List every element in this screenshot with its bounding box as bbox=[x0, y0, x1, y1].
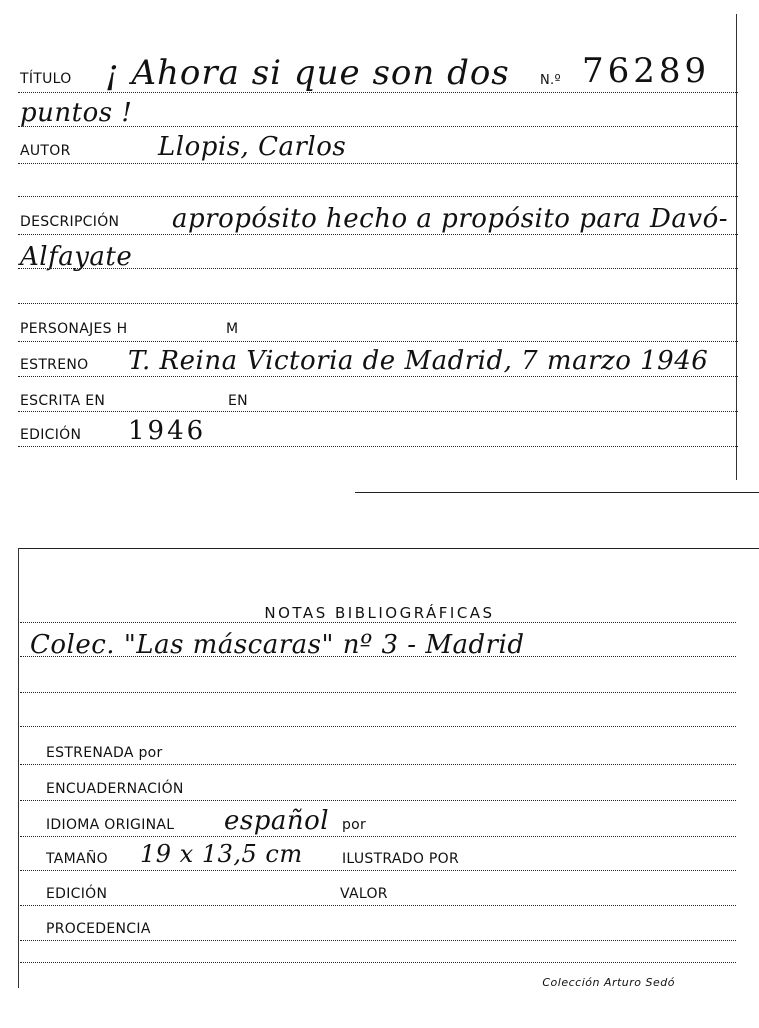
personajes-m-label: M bbox=[226, 321, 239, 337]
rule-notas-2 bbox=[20, 692, 736, 693]
rule-blank-1 bbox=[18, 196, 738, 197]
rule-estrenada bbox=[20, 764, 736, 765]
rule-titulo bbox=[18, 92, 738, 93]
rule-tamano bbox=[20, 870, 736, 871]
rule-edicion-bottom bbox=[20, 905, 736, 906]
edicion-bottom-label: EDICIÓN bbox=[46, 886, 108, 902]
autor-label: AUTOR bbox=[20, 143, 71, 159]
autor-value: Llopis, Carlos bbox=[158, 132, 347, 162]
rule-encuadernacion bbox=[20, 800, 736, 801]
idioma-label: IDIOMA ORIGINAL bbox=[46, 817, 175, 833]
tamano-label: TAMAÑO bbox=[46, 851, 108, 867]
valor-label: VALOR bbox=[340, 886, 388, 902]
rule-notas-1 bbox=[20, 656, 736, 657]
edicion-label: EDICIÓN bbox=[20, 427, 82, 443]
rule-idioma bbox=[20, 836, 736, 837]
rule-notas-title bbox=[20, 622, 736, 623]
rule-descripcion-2 bbox=[18, 268, 738, 269]
rule-titulo-2 bbox=[18, 126, 738, 127]
rule-personajes bbox=[18, 341, 738, 342]
procedencia-label: PROCEDENCIA bbox=[46, 921, 151, 937]
tamano-value: 19 x 13,5 cm bbox=[140, 840, 303, 868]
personajes-label: PERSONAJES H bbox=[20, 321, 128, 337]
bottom-card-top-edge bbox=[18, 548, 759, 549]
rule-procedencia bbox=[20, 940, 736, 941]
idioma-value: español bbox=[224, 806, 330, 836]
rule-estreno bbox=[18, 376, 738, 377]
rule-blank-2 bbox=[18, 303, 738, 304]
titulo-label: TÍTULO bbox=[20, 71, 72, 87]
descripcion-value-line1: apropósito hecho a propósito para Davó- bbox=[172, 204, 729, 234]
numero-value: 76289 bbox=[582, 51, 711, 91]
escrita-en-second-label: EN bbox=[228, 393, 248, 409]
rule-descripcion bbox=[18, 234, 738, 235]
idioma-por-label: por bbox=[342, 817, 367, 833]
ilustrado-label: ILUSTRADO POR bbox=[342, 851, 459, 867]
notas-value: Colec. "Las máscaras" nº 3 - Madrid bbox=[30, 630, 525, 660]
titulo-value-line1: ¡ Ahora si que son dos bbox=[105, 53, 510, 93]
escrita-en-label: ESCRITA EN bbox=[20, 393, 106, 409]
rule-edicion bbox=[18, 446, 738, 447]
estreno-value: T. Reina Victoria de Madrid, 7 marzo 1946 bbox=[128, 346, 709, 376]
estrenada-label: ESTRENADA por bbox=[46, 745, 163, 761]
coleccion-footer: Colección Arturo Sedó bbox=[542, 976, 675, 989]
rule-blank-bottom bbox=[20, 962, 736, 963]
edicion-value: 1946 bbox=[128, 416, 207, 446]
rule-autor bbox=[18, 163, 738, 164]
numero-label: N.º bbox=[540, 73, 561, 88]
descripcion-value-line2: Alfayate bbox=[20, 242, 133, 272]
top-card-bottom-edge bbox=[355, 492, 759, 493]
rule-notas-3 bbox=[20, 726, 736, 727]
notas-bibliograficas-title: NOTAS BIBLIOGRÁFICAS bbox=[264, 604, 495, 622]
descripcion-label: DESCRIPCIÓN bbox=[20, 214, 120, 230]
titulo-value-line2: puntos ! bbox=[20, 98, 133, 128]
rule-escrita bbox=[18, 411, 738, 412]
encuadernacion-label: ENCUADERNACIÓN bbox=[46, 781, 184, 797]
estreno-label: ESTRENO bbox=[20, 357, 89, 373]
